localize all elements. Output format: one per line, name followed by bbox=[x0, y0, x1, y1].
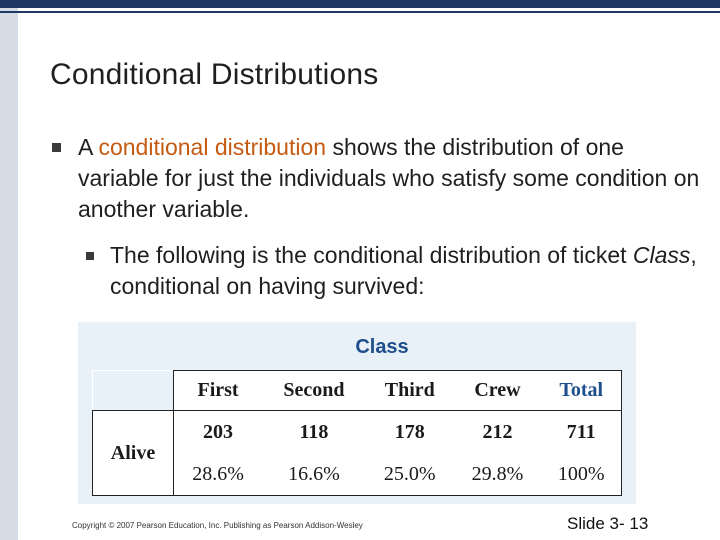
table-cell: 29.8% bbox=[454, 453, 542, 496]
term-highlight: conditional distribution bbox=[98, 134, 327, 160]
bullet-2-post: , conditional on having survived: bbox=[110, 242, 697, 299]
slide-title: Conditional Distributions bbox=[50, 58, 379, 91]
column-header: Crew bbox=[454, 371, 542, 411]
conditional-distribution-table bbox=[92, 370, 622, 496]
table-cell: 25.0% bbox=[366, 453, 454, 496]
copyright-footer: Copyright © 2007 Pearson Education, Inc. Publishing as Pearson Addison-Wesley bbox=[72, 521, 363, 530]
bullet-2-italic: Class bbox=[632, 242, 691, 268]
table-cell-total: 711 bbox=[541, 411, 621, 454]
bullet-2-pre: The following is the conditional distribution of ticket bbox=[110, 242, 633, 268]
table-corner bbox=[93, 371, 174, 411]
sub-bullet-square-icon bbox=[86, 252, 94, 260]
bullet-1-text bbox=[78, 132, 703, 225]
bullet-1-pre: A bbox=[78, 134, 99, 160]
table-cell-total: 100% bbox=[541, 453, 621, 496]
column-header: First bbox=[174, 371, 263, 411]
table-row-counts bbox=[93, 411, 622, 454]
table-cell: 16.6% bbox=[262, 453, 366, 496]
left-decorative-band bbox=[0, 0, 18, 540]
bullet-2-text bbox=[110, 240, 700, 302]
table-cell: 28.6% bbox=[174, 453, 263, 496]
top-rule bbox=[0, 0, 720, 8]
top-rule-thin bbox=[0, 11, 720, 13]
distribution-table-figure bbox=[78, 322, 636, 504]
table-cell: 118 bbox=[299, 420, 329, 443]
bullet-1-post: shows the distribution of one variable for just the individuals who satisfy some condition on another variable. bbox=[78, 134, 700, 222]
column-header: Third bbox=[366, 371, 454, 411]
bullet-square-icon bbox=[52, 143, 61, 152]
column-header-total: Total bbox=[541, 371, 621, 411]
column-header: Second bbox=[262, 371, 366, 411]
table-cell: 203 bbox=[174, 411, 263, 454]
table-cell: 212 bbox=[482, 420, 513, 443]
row-label: Alive bbox=[93, 411, 174, 496]
table-cell: 178 bbox=[394, 420, 425, 443]
table-header-row bbox=[93, 371, 622, 411]
slide-number: Slide 3- 13 bbox=[567, 514, 649, 533]
class-group-label: Class bbox=[355, 336, 409, 358]
